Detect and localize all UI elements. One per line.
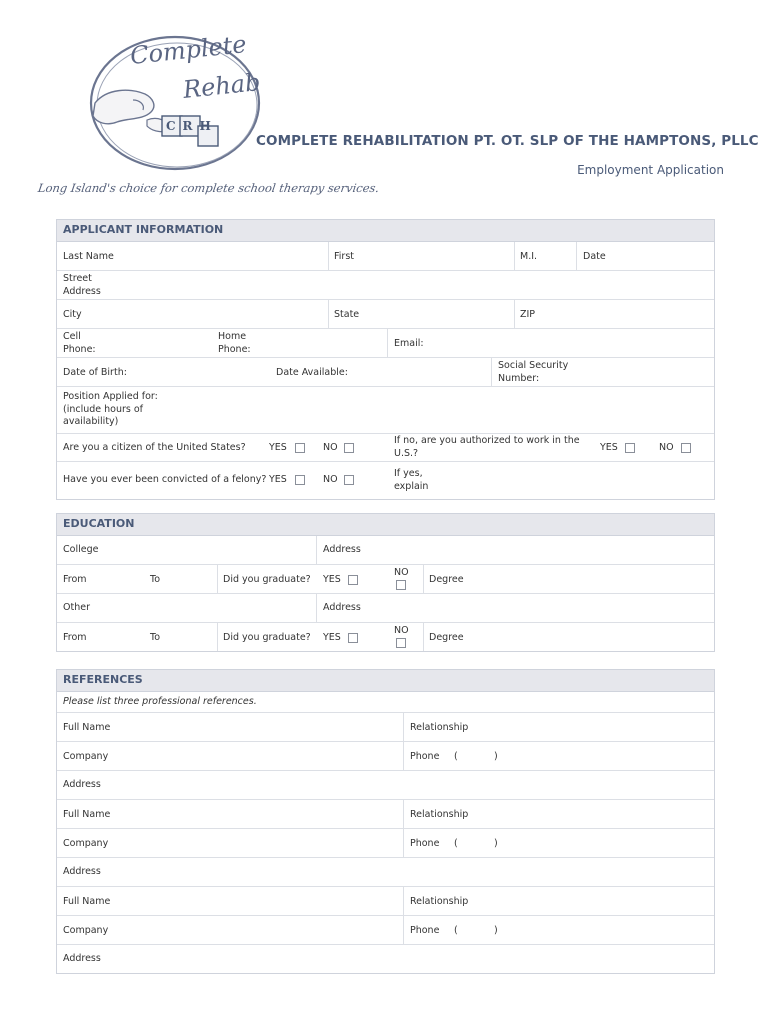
other-address-cell bbox=[316, 594, 361, 622]
home-phone-field[interactable] bbox=[218, 331, 251, 356]
ref1-full-name-field[interactable]: Full Name bbox=[63, 722, 111, 733]
cell-label-1: Cell bbox=[63, 331, 81, 342]
citizen-no-label: NO bbox=[323, 442, 338, 453]
ref3-relationship-cell bbox=[403, 887, 469, 915]
ref3-address-field[interactable]: Address bbox=[63, 953, 101, 964]
ref2-phone-field[interactable]: Phone bbox=[410, 838, 440, 849]
zip-cell bbox=[514, 300, 536, 328]
other-yes-label: YES bbox=[323, 632, 341, 643]
authorized-no-checkbox[interactable] bbox=[681, 443, 691, 453]
mi-field[interactable]: M.I. bbox=[520, 251, 538, 262]
college-yes-label: YES bbox=[323, 574, 341, 585]
logo-word-rehab: Rehab bbox=[181, 68, 262, 104]
felony-no-label: NO bbox=[323, 474, 338, 485]
ref1-phone-cell bbox=[403, 742, 498, 770]
authorized-question bbox=[394, 435, 580, 460]
dob-row bbox=[57, 358, 714, 387]
authorized-no-label: NO bbox=[659, 442, 674, 453]
email-cell bbox=[387, 329, 424, 357]
street-label-1: Street bbox=[63, 273, 92, 284]
ref2-address-field[interactable]: Address bbox=[63, 866, 101, 877]
other-no-label: NO bbox=[394, 625, 409, 636]
ref3-phone-field[interactable]: Phone bbox=[410, 925, 440, 936]
name-row bbox=[57, 242, 714, 271]
other-dates-row bbox=[57, 623, 714, 651]
ref1-relationship-field[interactable]: Relationship bbox=[410, 722, 469, 733]
references-note: Please list three professional references. bbox=[63, 696, 257, 707]
felony-question: Have you ever been convicted of a felony? bbox=[63, 474, 267, 485]
authorized-label-1: If no, are you authorized to work in the bbox=[394, 435, 580, 446]
citizen-row bbox=[57, 434, 714, 462]
date-field[interactable]: Date bbox=[583, 251, 606, 262]
ref1-relationship-cell bbox=[403, 713, 469, 741]
college-to-field[interactable]: To bbox=[150, 574, 161, 585]
email-field[interactable]: Email: bbox=[394, 338, 424, 349]
felony-explain-field[interactable] bbox=[394, 468, 428, 493]
other-degree-field[interactable]: Degree bbox=[429, 632, 464, 643]
other-from-field[interactable]: From bbox=[63, 632, 87, 643]
citizen-yes-label: YES bbox=[269, 442, 287, 453]
ref2-phone-cell bbox=[403, 829, 498, 857]
ref3-address-row bbox=[57, 945, 714, 973]
ssn-label-2: Number: bbox=[498, 372, 540, 384]
college-yes-checkbox[interactable] bbox=[348, 575, 358, 585]
explain-label-2: explain bbox=[394, 480, 429, 492]
education-header bbox=[57, 514, 714, 536]
authorized-yes-label: YES bbox=[600, 442, 618, 453]
ref1-address-field[interactable]: Address bbox=[63, 779, 101, 790]
college-dates-row bbox=[57, 565, 714, 594]
applicant-section bbox=[56, 219, 715, 500]
ref3-company-row bbox=[57, 916, 714, 945]
ref2-company-field[interactable]: Company bbox=[63, 838, 109, 849]
ssn-label-1: Social Security bbox=[498, 360, 569, 371]
street-row bbox=[57, 271, 714, 300]
street-label-2: Address bbox=[63, 285, 101, 297]
citizen-yes-checkbox[interactable] bbox=[295, 443, 305, 453]
ssn-field[interactable] bbox=[498, 360, 568, 385]
education-heading: EDUCATION bbox=[63, 517, 135, 530]
ref2-relationship-field[interactable]: Relationship bbox=[410, 809, 469, 820]
references-heading: REFERENCES bbox=[63, 673, 143, 686]
logo-blocks-text: CRH bbox=[166, 119, 218, 133]
college-row bbox=[57, 536, 714, 565]
cell-label-2: Phone: bbox=[63, 343, 96, 355]
ref2-phone-format: ( ) bbox=[454, 838, 498, 849]
felony-no-checkbox[interactable] bbox=[344, 475, 354, 485]
references-header bbox=[57, 670, 714, 692]
city-field[interactable]: City bbox=[63, 309, 82, 320]
explain-label-1: If yes, bbox=[394, 468, 423, 479]
college-no-checkbox[interactable] bbox=[396, 580, 406, 590]
position-row bbox=[57, 387, 714, 434]
felony-yes-checkbox[interactable] bbox=[295, 475, 305, 485]
references-note-row bbox=[57, 692, 714, 713]
ref3-phone-format: ( ) bbox=[454, 925, 498, 936]
position-label-1: Position Applied for: bbox=[63, 391, 158, 402]
document-title: Employment Application bbox=[577, 163, 724, 177]
ref2-address-row bbox=[57, 858, 714, 887]
college-address-cell bbox=[316, 536, 361, 564]
ref1-phone-format: ( ) bbox=[454, 751, 498, 762]
other-no-checkbox[interactable] bbox=[396, 638, 406, 648]
citizen-no-checkbox[interactable] bbox=[344, 443, 354, 453]
company-name: COMPLETE REHABILITATION PT. OT. SLP OF THE HAMPTONS, PLLC bbox=[256, 133, 759, 149]
college-address-field[interactable]: Address bbox=[323, 544, 361, 555]
other-school-field[interactable]: Other bbox=[63, 602, 90, 613]
zip-field[interactable]: ZIP bbox=[520, 309, 536, 320]
college-degree-cell bbox=[423, 565, 464, 593]
first-name-field[interactable]: First bbox=[334, 251, 354, 262]
logo-word-complete: Complete bbox=[128, 29, 248, 71]
college-graduate-cell bbox=[217, 565, 311, 593]
home-label-2: Phone: bbox=[218, 343, 251, 355]
street-address-field[interactable] bbox=[63, 273, 101, 298]
citizen-question: Are you a citizen of the United States? bbox=[63, 442, 246, 453]
applicant-heading: APPLICANT INFORMATION bbox=[63, 223, 224, 236]
state-field[interactable]: State bbox=[334, 309, 360, 320]
position-field[interactable] bbox=[63, 391, 158, 429]
other-to-field[interactable]: To bbox=[150, 632, 161, 643]
college-no-label: NO bbox=[394, 567, 409, 578]
ref3-company-field[interactable]: Company bbox=[63, 925, 109, 936]
ref3-phone-cell bbox=[403, 916, 498, 944]
ref1-company-row bbox=[57, 742, 714, 771]
city-row bbox=[57, 300, 714, 329]
first-name-cell bbox=[328, 242, 354, 270]
college-field[interactable]: College bbox=[63, 544, 99, 555]
ref2-relationship-cell bbox=[403, 800, 469, 828]
date-cell bbox=[576, 242, 606, 270]
felony-row bbox=[57, 462, 714, 499]
felony-yes-label: YES bbox=[269, 474, 287, 485]
last-name-field[interactable]: Last Name bbox=[63, 251, 114, 262]
references-section bbox=[56, 669, 715, 974]
ssn-cell bbox=[491, 358, 569, 386]
ref1-address-row bbox=[57, 771, 714, 800]
ref2-full-name-field[interactable]: Full Name bbox=[63, 809, 111, 820]
college-from-field[interactable]: From bbox=[63, 574, 87, 585]
home-label-1: Home bbox=[218, 331, 247, 342]
tagline: Long Island's choice for complete school therapy services. bbox=[37, 181, 381, 195]
other-graduate-question: Did you graduate? bbox=[223, 632, 311, 643]
ref1-name-row bbox=[57, 713, 714, 742]
phone-row bbox=[57, 329, 714, 358]
dob-field[interactable]: Date of Birth: bbox=[63, 367, 127, 378]
ref3-name-row bbox=[57, 887, 714, 916]
college-graduate-question: Did you graduate? bbox=[223, 574, 311, 585]
position-label-2: (include hours of bbox=[63, 403, 144, 415]
college-degree-field[interactable]: Degree bbox=[429, 574, 464, 585]
other-address-field[interactable]: Address bbox=[323, 602, 361, 613]
company-logo bbox=[35, 28, 315, 203]
other-yes-checkbox[interactable] bbox=[348, 633, 358, 643]
other-degree-cell bbox=[423, 623, 464, 651]
cell-phone-field[interactable] bbox=[63, 331, 96, 356]
other-row bbox=[57, 594, 714, 623]
ref2-name-row bbox=[57, 800, 714, 829]
ref3-full-name-field[interactable]: Full Name bbox=[63, 896, 111, 907]
mi-cell bbox=[514, 242, 538, 270]
authorized-yes-checkbox[interactable] bbox=[625, 443, 635, 453]
applicant-header bbox=[57, 220, 714, 242]
authorized-label-2: U.S.? bbox=[394, 447, 419, 459]
ref1-phone-field[interactable]: Phone bbox=[410, 751, 440, 762]
date-available-field[interactable]: Date Available: bbox=[276, 367, 348, 378]
ref1-company-field[interactable]: Company bbox=[63, 751, 109, 762]
state-cell bbox=[328, 300, 360, 328]
education-section bbox=[56, 513, 715, 652]
position-label-3: availability) bbox=[63, 416, 119, 427]
other-graduate-cell bbox=[217, 623, 311, 651]
ref2-company-row bbox=[57, 829, 714, 858]
ref3-relationship-field[interactable]: Relationship bbox=[410, 896, 469, 907]
